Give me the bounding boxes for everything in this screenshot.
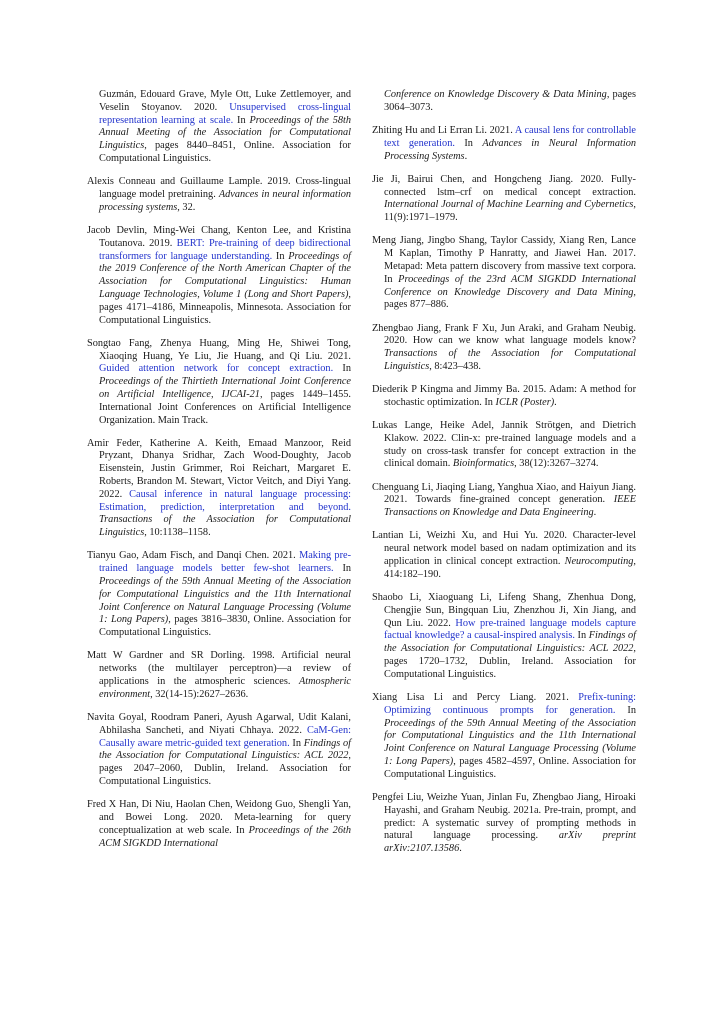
reference-title-link[interactable]: CaM-Gen: Causally aware metric-guided text generation. [99, 724, 351, 749]
reference-details: , 11(9):1971–1979. [384, 199, 636, 224]
reference-details: , pages 8440–8451, Online. Association for Computational Linguistics. [99, 140, 351, 164]
reference-authors: Amir Feder, Katherine A. Keith, Emaad Manzoor, Reid Pryzant, Dhanya Sridhar, Zach Wood-Doughty, Jacob Eisenstein, Justin Grimmer, Roi Reichart, Margaret E. Roberts, Brandon M. Stewart, Victor Veitch, and Diyi Yang. 2022. [87, 437, 351, 500]
reference-entry [372, 323, 636, 374]
reference-title-link[interactable]: A causal lens for controllable text generation. [384, 124, 636, 149]
reference-in: In [627, 704, 636, 716]
reference-entry [372, 89, 636, 115]
reference-entry [87, 712, 351, 789]
reference-column-right [372, 89, 636, 866]
reference-entry [87, 438, 351, 540]
reference-entry [372, 692, 636, 782]
reference-details: , 32(14-15):2627–2636. [150, 688, 249, 700]
reference-entry [372, 482, 636, 520]
reference-venue: Bioinformatics [452, 458, 515, 470]
reference-entry [87, 550, 351, 640]
reference-authors: Xiang Lisa Li and Percy Liang. 2021. [372, 691, 569, 703]
reference-venue: International Journal of Machine Learning and Cybernetics [384, 199, 634, 211]
reference-details: . [464, 150, 468, 162]
reference-venue: Advances in neural information processing systems [99, 188, 351, 213]
reference-details: , 8:423–438. [429, 360, 481, 372]
reference-details: , pages 1449–1455. International Joint Conferences on Artificial Intelligence Organization. Main Track. [99, 388, 351, 426]
reference-venue: Conference on Knowledge Discovery & Data Mining [384, 89, 607, 100]
reference-venue: Atmospheric environment [99, 676, 352, 700]
reference-title-link[interactable]: BERT: Pre-training of deep bidirectional transformers for language understanding. [99, 237, 352, 262]
reference-authors: Jacob Devlin, Ming-Wei Chang, Kenton Lee, and Kristina Toutanova. 2019. [87, 224, 351, 249]
reference-details: . [593, 507, 597, 519]
reference-details: . [459, 843, 462, 855]
reference-venue: Transactions of the Association for Computational Linguistics [384, 348, 636, 372]
reference-venue: Proceedings of the 59th Annual Meeting of the Association for Computational Linguistics and the 11th International Joint Conference on Natural Language Processing (Volume 1: Long Papers) [384, 717, 636, 767]
reference-authors: Lantian Li, Weizhi Xu, and Hui Yu. 2020. Character-level neural network model based on nadam optimization and its application in clinical concept extraction. [372, 530, 636, 568]
reference-authors: Jie Ji, Bairui Chen, and Hongcheng Jiang. 2020. Fully-connected lstm–crf on medical concept extraction. [372, 173, 636, 198]
reference-column-left [87, 89, 351, 861]
reference-details: , 32. [177, 201, 196, 213]
reference-title-link[interactable]: Causal inference in natural language processing: Estimation, prediction, interpretation and beyond. [99, 488, 352, 513]
reference-details: , pages 4171–4186, Minneapolis, Minnesota. Association for Computational Linguistics. [99, 288, 351, 326]
reference-entry [87, 799, 351, 850]
reference-authors: Chenguang Li, Jiaqing Liang, Yanghua Xiao, and Haiyun Jiang. 2021. Towards fine-grained concept generation. [372, 481, 636, 506]
reference-details: , 10:1138–1158. [144, 527, 211, 539]
reference-entry [87, 225, 351, 327]
reference-entry [372, 125, 636, 163]
reference-details: , pages 3816–3830, Online. Association for Computational Linguistics. [99, 614, 351, 639]
reference-venue: arXiv preprint arXiv:2107.13586 [384, 830, 636, 855]
reference-entry [372, 530, 636, 581]
reference-entry [372, 174, 636, 225]
reference-venue: Advances in Neural Information Processing Systems [384, 137, 637, 162]
reference-details: . [554, 396, 557, 408]
reference-venue: Findings of the Association for Computational Linguistics: ACL 2022 [384, 630, 636, 655]
reference-authors: Songtao Fang, Zhenya Huang, Ming He, Shiwei Tong, Xiaoqing Huang, Ye Liu, Jie Huang, and Qi Liu. 2021. [87, 337, 351, 362]
reference-title-link[interactable]: Unsupervised cross-lingual representation learning at scale. [99, 101, 352, 126]
reference-venue: ICLR (Poster) [495, 396, 555, 408]
reference-authors: Pengfei Liu, Weizhe Yuan, Jinlan Fu, Zhengbao Jiang, Hiroaki Hayashi, and Graham Neubig. 2021a. Pre-train, prompt, and predict: A systematic survey of prompting methods in natural language processing. [372, 791, 636, 842]
reference-in: In [577, 630, 587, 642]
reference-venue: Proceedings of the 23rd ACM SIGKDD International Conference on Knowledge Discovery and Data Mining [384, 273, 636, 298]
reference-venue: IEEE Transactions on Knowledge and Data Engineering [384, 494, 636, 519]
reference-details: , pages 4582–4597, Online. Association for Computational Linguistics. [384, 755, 636, 780]
reference-entry [87, 176, 351, 214]
reference-authors: Zhiting Hu and Li Erran Li. 2021. [372, 124, 513, 136]
reference-details: , 414:182–190. [384, 556, 636, 580]
reference-authors: Shaobo Li, Xiaoguang Li, Lifeng Shang, Zhenhua Dong, Chengjie Sun, Bingquan Liu, Zhenzhou Ji, Xin Jiang, and Qun Liu. 2022. [372, 592, 636, 629]
reference-authors: Matt W Gardner and SR Dorling. 1998. Artificial neural networks (the multilayer perceptron)—a review of applications in the atmospheric sciences. [87, 650, 351, 688]
reference-title-link[interactable]: Prefix-tuning: Optimizing continuous prompts for generation. [384, 691, 637, 716]
reference-authors: Navita Goyal, Roodram Paneri, Ayush Agarwal, Udit Kalani, Abhilasha Sancheti, and Niyati Chhaya. 2022. [87, 712, 351, 736]
reference-in: In [275, 250, 285, 262]
reference-authors: Diederik P Kingma and Jimmy Ba. 2015. Adam: A method for stochastic optimization. In [372, 384, 636, 408]
reference-venue: Findings of the Association for Computational Linguistics: ACL 2022 [99, 737, 352, 762]
reference-details: , 38(12):3267–3274. [514, 458, 599, 470]
reference-title-link[interactable]: Guided attention network for concept extraction. [99, 363, 334, 375]
reference-authors: Guzmán, Edouard Grave, Myle Ott, Luke Zettlemoyer, and Veselin Stoyanov. 2020. [99, 89, 351, 113]
reference-entry [87, 89, 351, 166]
reference-in: In [237, 114, 246, 126]
reference-venue: Proceedings of the Thirtieth International Joint Conference on Artificial Intelligence, IJCAI-21 [99, 376, 351, 400]
reference-in: In [342, 363, 351, 375]
reference-entry [372, 384, 636, 410]
reference-authors: Tianyu Gao, Adam Fisch, and Danqi Chen. 2021. [87, 550, 296, 562]
reference-venue: Neurocomputing [564, 556, 634, 568]
reference-entry [372, 592, 636, 682]
reference-authors: Lukas Lange, Heike Adel, Jannik Strötgen, and Dietrich Klakow. 2022. Clin-x: pre-trained language models and a study on cross-task transfer for concept extraction in the clinical domain. [372, 420, 636, 470]
reference-authors: Alexis Conneau and Guillaume Lample. 2019. Cross-lingual language model pretraining. [87, 176, 351, 200]
reference-details: , pages 2047–2060, Dublin, Ireland. Association for Computational Linguistics. [99, 750, 351, 787]
reference-venue: Proceedings of the 59th Annual Meeting of the Association for Computational Linguistics and the 11th International Joint Conference on Natural Language Processing (Volume 1: Long Papers) [99, 576, 351, 626]
reference-authors: Zhengbao Jiang, Frank F Xu, Jun Araki, and Graham Neubig. 2020. How can we know what language models know? [372, 322, 636, 347]
reference-entry [372, 235, 636, 312]
reference-authors: Meng Jiang, Jingbo Shang, Taylor Cassidy, Xiang Ren, Lance M Kaplan, Timothy P Hanratty, and Jiawei Han. 2017. Metapad: Meta pattern discovery from massive text corpora. In [372, 235, 636, 285]
reference-in: In [342, 563, 352, 575]
reference-entry [87, 338, 351, 428]
reference-title-link[interactable]: Making pre-trained language models better few-shot learners. [99, 550, 352, 575]
reference-venue: Transactions of the Association for Computational Linguistics [99, 514, 351, 539]
reference-venue: Proceedings of the 26th ACM SIGKDD International [99, 824, 351, 849]
reference-details: , pages 3064–3073. [384, 89, 636, 113]
reference-title-link[interactable]: How pre-trained language models capture factual knowledge? a causal-inspired analysis. [384, 617, 636, 642]
reference-in: In [464, 137, 473, 149]
reference-venue: Proceedings of the 58th Annual Meeting of the Association for Computational Linguistics [99, 114, 352, 152]
reference-details: , pages 877–886. [384, 286, 636, 311]
reference-venue: Proceedings of the 2019 Conference of the North American Chapter of the Association for Computational Linguistics: Human Language Technologies, Volume 1 (Long and Short Papers) [99, 250, 351, 300]
reference-in: In [292, 737, 301, 749]
reference-entry [87, 650, 351, 701]
reference-entry [372, 792, 636, 856]
reference-entry [372, 420, 636, 471]
reference-authors: Fred X Han, Di Niu, Haolan Chen, Weidong Guo, Shengli Yan, and Bowei Long. 2020. Meta-learning for query conceptualization at web scale. In [87, 799, 351, 836]
reference-details: , pages 1720–1732, Dublin, Ireland. Association for Computational Linguistics. [384, 643, 636, 680]
